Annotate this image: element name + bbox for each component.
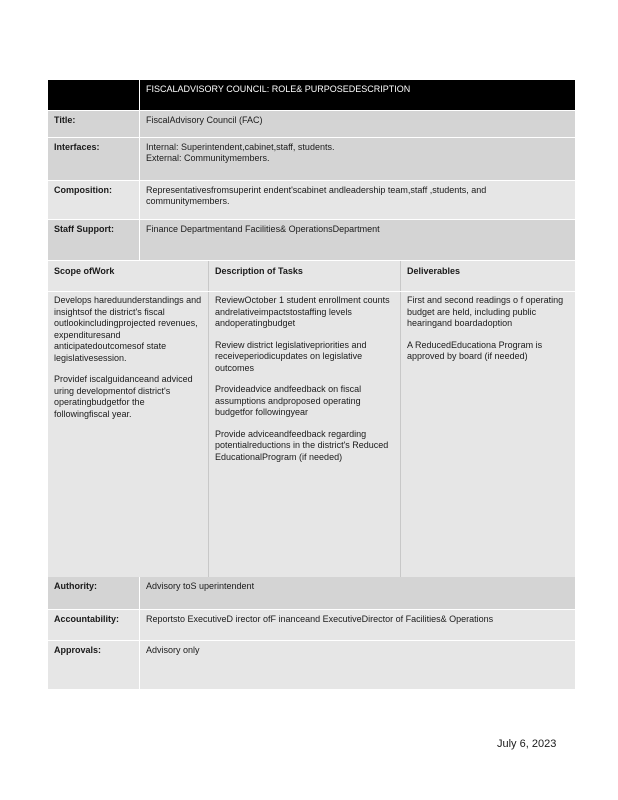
staff-support-row bbox=[48, 220, 575, 261]
document-title: FISCALADVISORY COUNCIL: ROLE& PURPOSEDESCRIPTION bbox=[139, 80, 575, 110]
table-header bbox=[48, 80, 575, 111]
approvals-label: Approvals: bbox=[54, 645, 102, 655]
authority-row bbox=[48, 577, 575, 610]
title-row bbox=[48, 111, 575, 138]
task-item: ReviewOctober 1 student enrollment counts andrelativeimpactstostaffing levels andoperatingbudget bbox=[215, 295, 390, 328]
accountability-label: Accountability: bbox=[54, 614, 120, 624]
approvals-value: Advisory only bbox=[139, 641, 575, 689]
approvals-row bbox=[48, 641, 575, 690]
document-date: July 6, 2023 bbox=[497, 738, 557, 750]
composition-value: Representativesfromsuperint endent'scabinet andleadership team,staff ,students, and communitymembers. bbox=[139, 181, 575, 219]
title-value: FiscalAdvisory Council (FAC) bbox=[139, 111, 575, 137]
interfaces-internal: Internal: Superintendent,cabinet,staff, students. bbox=[146, 142, 335, 152]
description-of-tasks-cell bbox=[208, 292, 400, 577]
interfaces-row bbox=[48, 138, 575, 181]
scope-of-work-heading: Scope ofWork bbox=[54, 266, 115, 276]
composition-label: Composition: bbox=[54, 185, 112, 195]
interfaces-value bbox=[139, 138, 575, 180]
deliverable-item: A ReducedEducationa Program is approved by board (if needed) bbox=[407, 339, 543, 361]
authority-value: Advisory toS uperintendent bbox=[139, 577, 575, 609]
staff-support-value: Finance Departmentand Facilities& OperationsDepartment bbox=[139, 220, 575, 260]
task-item: Provide adviceandfeedback regarding potentialreductions in the district's Reduced EducationalProgram (if needed) bbox=[215, 428, 389, 462]
composition-row bbox=[48, 181, 575, 220]
deliverable-item: First and second readings o f operating budget are held, including public hearingand boardadoption bbox=[407, 295, 564, 328]
task-item: Provideadvice andfeedback on fiscal assumptions andproposed operating budgetfor followingyear bbox=[215, 384, 362, 417]
interfaces-external: External: Communitymembers. bbox=[146, 153, 270, 163]
scope-item: Develops hareduunderstandings and insightsof the district's fiscal outlookincludingprojected revenues, expendituresand anticipatedoutcomesof state legislativesession. bbox=[54, 295, 202, 363]
title-label: Title: bbox=[54, 115, 76, 125]
header-blank-cell bbox=[48, 80, 139, 110]
scope-header-row bbox=[48, 261, 575, 292]
scope-body-row bbox=[48, 292, 575, 577]
scope-of-work-cell bbox=[48, 292, 208, 577]
deliverables-cell bbox=[400, 292, 575, 577]
accountability-value: Reportsto ExecutiveD irector ofF inanceand ExecutiveDirector of Facilities& Operations bbox=[139, 610, 575, 640]
scope-item: Providef iscalguidanceand adviced uring developmentof district's operatingbudgetfor the followingfiscal year. bbox=[54, 374, 193, 419]
deliverables-heading: Deliverables bbox=[400, 261, 575, 291]
description-of-tasks-heading: Description of Tasks bbox=[208, 261, 400, 291]
interfaces-label: Interfaces: bbox=[54, 142, 100, 152]
staff-support-label: Staff Support: bbox=[54, 224, 114, 234]
authority-label: Authority: bbox=[54, 581, 97, 591]
task-item: Review district legislativepriorities and receiveperiodicupdates on legislative outcomes bbox=[215, 339, 367, 373]
accountability-row bbox=[48, 610, 575, 641]
role-description-table bbox=[48, 80, 575, 690]
